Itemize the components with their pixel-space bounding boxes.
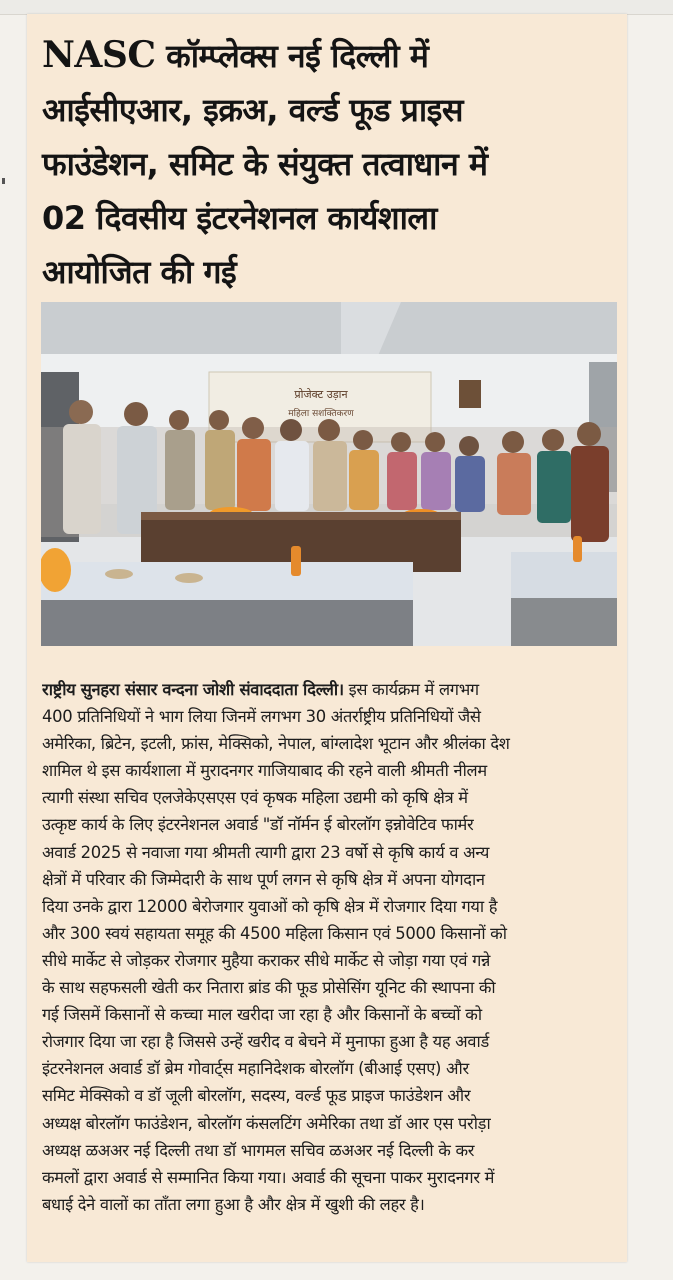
article-line: दिया उनके द्वारा 12000 बेरोजगार युवाओं को कृषि क्षेत्र में रोजगार दिया गया है bbox=[42, 896, 498, 916]
article-line: 400 प्रतिनिधियों ने भाग लिया जिनमें लगभग 30 अंतर्राष्ट्रीय प्रतिनिधियों जैसे bbox=[42, 707, 481, 727]
group-photo-drawing bbox=[41, 302, 617, 646]
margin-mark bbox=[2, 178, 5, 184]
article-line: गई जिसमें किसानों से कच्चा माल खरीदा जा रहा है और किसानों के बच्चों को bbox=[42, 1005, 482, 1025]
banner-text-2: महिला सशक्तिकरण bbox=[288, 409, 354, 419]
article-line: रोजगार दिया जा रहा है जिससे उन्हें खरीद व बेचने में मुनाफा हुआ है यह अवार्ड bbox=[42, 1032, 489, 1052]
article-body bbox=[42, 676, 610, 1218]
article-line: बधाई देने वालों का ताँता लगा हुआ है और क्षेत्र में खुशी की लहर है। bbox=[42, 1194, 425, 1214]
article-line: इंटरनेशनल अवार्ड डॉ ब्रेम गोवार्ट्स महानिदेशक बोरलॉग (बीआई एसए) और bbox=[42, 1059, 469, 1079]
article-byline: राष्ट्रीय सुनहरा संसार वन्दना जोशी संवाददाता दिल्ली। bbox=[42, 680, 344, 699]
headline-line-2: आईसीएआर, इक्रअ, वर्ल्ड फूड प्राइस bbox=[42, 91, 463, 129]
article-line: अमेरिका, ब्रिटेन, इटली, फ्रांस, मेक्सिको, नेपाल, बांग्लादेश भूटान और श्रीलंका देश bbox=[42, 734, 510, 754]
article-line: अवार्ड 2025 से नवाजा गया श्रीमती त्यागी द्वारा 23 वर्षो से कृषि कार्य व अन्य bbox=[42, 842, 490, 862]
article-line: उत्कृष्ट कार्य के लिए इंटरनेशनल अवार्ड "डॉ नॉर्मन ई बोरलॉग इन्नोवेटिव फार्मर bbox=[42, 815, 474, 835]
group-photo-image bbox=[41, 302, 617, 646]
article-line: कमलों द्वारा अवार्ड से सम्मानित किया गया। अवार्ड की सूचना पाकर मुरादनगर में bbox=[42, 1167, 495, 1187]
article-line: क्षेत्रों में परिवार की जिम्मेदारी के साथ पूर्ण लगन से कृषि क्षेत्र में अपना योगदान bbox=[42, 869, 485, 889]
headline-line-1 bbox=[42, 28, 602, 83]
article-line-1 bbox=[42, 676, 610, 703]
article-line: सीधे मार्केट से जोड़कर रोजगार मुहैया कराकर सीधे मार्केट से जोड़ा गया एवं गन्ने bbox=[42, 950, 491, 970]
article-line: के साथ सहफसली खेती कर नितारा ब्रांड की फूड प्रोसेसिंग यूनिट की स्थापना की bbox=[42, 978, 496, 998]
article-line: त्यागी संस्था सचिव एलजेकेएसएस एवं कृषक महिला उद्यमी को कृषि क्षेत्र में bbox=[42, 788, 468, 808]
article-line: अध्यक्ष बोरलॉग फाउंडेशन, बोरलॉग कंसलटिंग अमेरिका तथा डॉ आर एस परोड़ा bbox=[42, 1113, 491, 1133]
article-line-1-rest: इस कार्यक्रम में लगभग bbox=[343, 680, 479, 699]
headline-line-1-text: कॉम्प्लेक्स नई दिल्ली में bbox=[166, 37, 429, 75]
headline-line-5: आयोजित की गई bbox=[42, 253, 237, 291]
headline-prefix: NASC bbox=[42, 34, 156, 76]
article-line: अध्यक्ष ळअअर नई दिल्ली तथा डॉ भागमल सचिव ळअअर नई दिल्ली के कर bbox=[42, 1140, 475, 1160]
headline-line-4: 02 दिवसीय इंटरनेशनल कार्यशाला bbox=[42, 199, 437, 237]
headline-line-3: फाउंडेशन, समिट के संयुक्त तत्वाधान में bbox=[42, 145, 488, 183]
article-headline bbox=[42, 28, 602, 299]
article-line: और 300 स्वयं सहायता समूह की 4500 महिला किसान एवं 5000 किसानों को bbox=[42, 923, 507, 943]
article-line: समिट मेक्सिको व डॉ जूली बोरलॉग, सदस्य, वर्ल्ड फूड प्राइज फाउंडेशन और bbox=[42, 1086, 471, 1106]
banner-text-1: प्रोजेक्ट उड़ान bbox=[294, 388, 348, 401]
previous-article-cut-strip bbox=[0, 0, 673, 15]
article-line: शामिल थे इस कार्यशाला में मुरादनगर गाजियाबाद की रहने वाली श्रीमती नीलम bbox=[42, 761, 487, 781]
